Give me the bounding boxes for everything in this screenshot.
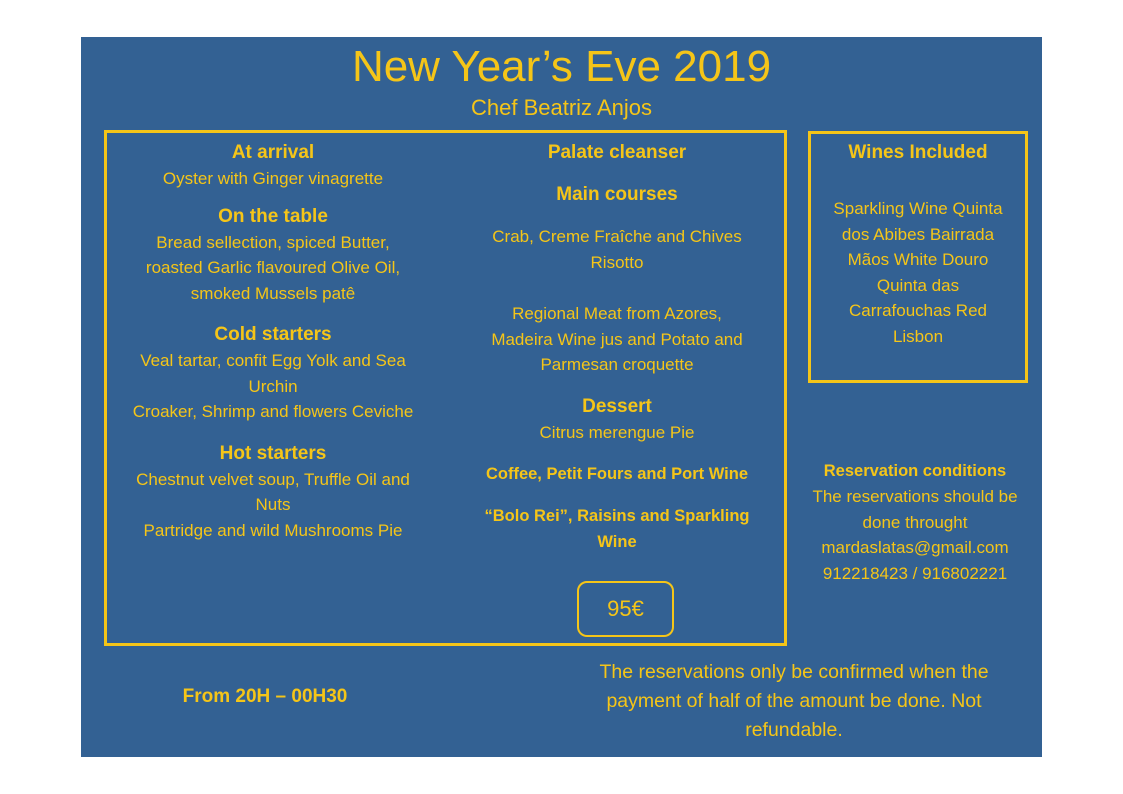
notice-line: refundable.	[745, 719, 843, 741]
menu-line: Parmesan croquette	[540, 355, 694, 374]
reservation-line: The reservations should be	[812, 487, 1018, 506]
section-heading: Dessert	[582, 395, 652, 417]
wine-line: Quinta das	[876, 275, 960, 295]
menu-line: Oyster with Ginger vinagrette	[162, 169, 384, 188]
page-title: New Year’s Eve 2019	[351, 42, 772, 91]
menu-line: smoked Mussels patê	[190, 283, 356, 303]
wines-heading: Wines Included	[848, 142, 988, 163]
section-heading: Main courses	[556, 184, 678, 205]
menu-line: Nuts	[255, 495, 291, 514]
section-heading: Wine	[597, 533, 637, 551]
section-heading: On the table	[218, 205, 328, 227]
section-heading: Palate cleanser	[547, 142, 687, 163]
notice-line: payment of half of the amount be done. Not	[606, 690, 982, 712]
menu-line: Crab, Creme Fraîche and Chives	[492, 227, 742, 246]
menu-line: Madeira Wine jus and Potato and	[491, 329, 743, 349]
notice-line: The reservations only be confirmed when the	[599, 661, 989, 683]
wine-line: Sparkling Wine Quinta	[833, 199, 1003, 218]
menu-line: Risotto	[590, 252, 644, 272]
wine-line: Mãos White Douro	[847, 250, 989, 269]
reservation-phones: 912218423 / 916802221	[822, 563, 1008, 583]
menu-line: Chestnut velvet soup, Truffle Oil and	[136, 469, 410, 489]
section-heading: Cold starters	[214, 324, 332, 345]
wine-line: Lisbon	[892, 326, 944, 346]
section-heading: Coffee, Petit Fours and Port Wine	[485, 465, 749, 483]
menu-line: Urchin	[248, 376, 298, 396]
menu-line: Citrus merengue Pie	[539, 422, 695, 442]
menu-line: Veal tartar, confit Egg Yolk and Sea	[140, 351, 406, 370]
reservation-conditions	[795, 458, 1035, 586]
menu-line: Regional Meat from Azores,	[512, 304, 722, 323]
payment-notice	[555, 658, 1033, 745]
menu-line: Partridge and wild Mushrooms Pie	[143, 520, 403, 540]
opening-hours: From 20H – 00H30	[182, 686, 348, 707]
reservation-heading: Reservation conditions	[823, 462, 1007, 480]
menu-line: Croaker, Shrimp and flowers Ceviche	[132, 402, 414, 421]
price-badge: 95€	[577, 581, 674, 637]
wine-line: Carrafouchas Red	[849, 301, 987, 320]
middle-column	[462, 140, 772, 555]
section-heading: At arrival	[231, 142, 315, 163]
chef-name: Chef Beatriz Anjos	[471, 95, 652, 120]
wine-line: dos Abibes Bairrada	[841, 224, 995, 244]
menu-line: roasted Garlic flavoured Olive Oil,	[145, 258, 401, 277]
section-heading: “Bolo Rei”, Raisins and Sparkling	[484, 507, 750, 525]
left-column	[108, 140, 438, 543]
section-heading: Hot starters	[219, 442, 327, 464]
menu-line: Bread sellection, spiced Butter,	[156, 232, 390, 252]
wines-column	[812, 140, 1024, 349]
reservation-line: done throught	[862, 512, 968, 532]
reservation-email: mardaslatas@gmail.com	[821, 538, 1009, 557]
